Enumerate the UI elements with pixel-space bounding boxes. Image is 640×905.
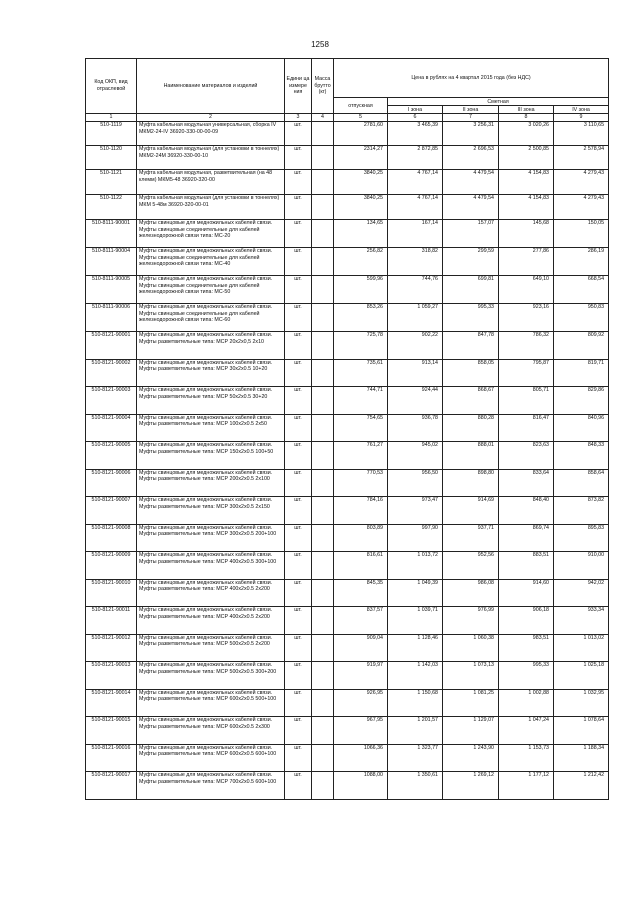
- price-zone-1: 318,82: [388, 248, 443, 276]
- item-mass: [312, 662, 334, 690]
- item-unit: шт.: [285, 717, 312, 745]
- item-name: Муфты свинцовые для медножильных кабелей связи. Муфты разветвительные типа: МСР 500х2х0.5 2х200: [137, 634, 285, 662]
- price-zone-1: 913,14: [388, 359, 443, 387]
- item-name: Муфты свинцовые для медножильных кабелей связи. Муфты разветвительные типа: МСР 600х2х0.5 2х300: [137, 717, 285, 745]
- item-code: 510-8121-90014: [86, 689, 137, 717]
- column-number: 2: [137, 114, 285, 122]
- item-unit: шт.: [285, 220, 312, 248]
- item-unit: шт.: [285, 469, 312, 497]
- price-zone-4: 4 279,43: [554, 170, 609, 195]
- header-unit: Едини ца измере ния: [285, 59, 312, 114]
- price-zone-2: 699,81: [443, 276, 499, 304]
- item-name: Муфты свинцовые для медножильных кабелей связи. Муфты разветвительные типа: МСР 150х2х0.5 100+50: [137, 442, 285, 470]
- price-zone-2: 1 060,38: [443, 634, 499, 662]
- column-number: 9: [554, 114, 609, 122]
- price-zone-1: 1 323,77: [388, 744, 443, 772]
- table-row: [86, 359, 609, 387]
- item-unit: шт.: [285, 332, 312, 360]
- item-mass: [312, 332, 334, 360]
- table-row: [86, 146, 609, 170]
- price-zone-3: 906,18: [499, 607, 554, 635]
- table-row: [86, 607, 609, 635]
- price-zone-4: 910,00: [554, 552, 609, 580]
- price-zone-3: 4 154,83: [499, 170, 554, 195]
- item-name: Муфты свинцовые для медножильных кабелей связи. Муфты разветвительные типа: МСР 500х2х0.5 300+200: [137, 662, 285, 690]
- item-mass: [312, 304, 334, 332]
- item-unit: шт.: [285, 662, 312, 690]
- item-name: Муфта кабельная модульная (для установки в тоннелях) МКМ 5-48м 36920-320-00-01: [137, 195, 285, 220]
- price-release: 735,61: [334, 359, 388, 387]
- table-row: [86, 170, 609, 195]
- header-code: Код ОКП, вид отраслевой: [86, 59, 137, 114]
- price-release: 599,96: [334, 276, 388, 304]
- price-zone-4: 933,34: [554, 607, 609, 635]
- item-name: Муфты свинцовые для медножильных кабелей связи. Муфты разветвительные типа: МСР 600х2х0.5 500+100: [137, 689, 285, 717]
- price-zone-3: 145,68: [499, 220, 554, 248]
- table-row: [86, 717, 609, 745]
- price-zone-2: 1 129,07: [443, 717, 499, 745]
- price-zone-3: 883,51: [499, 552, 554, 580]
- item-code: 510-1119: [86, 122, 137, 146]
- item-code: 510-8121-90011: [86, 607, 137, 635]
- header-zone-1: I зона: [388, 106, 443, 114]
- price-zone-2: 858,05: [443, 359, 499, 387]
- item-code: 510-8111-90006: [86, 304, 137, 332]
- item-code: 510-8121-90016: [86, 744, 137, 772]
- price-release: 1088,00: [334, 772, 388, 800]
- price-zone-2: 976,99: [443, 607, 499, 635]
- table-row: [86, 579, 609, 607]
- header-price-group: Цена в рублях на 4 квартал 2015 года (без НДС): [334, 59, 609, 98]
- item-mass: [312, 146, 334, 170]
- price-release: 816,61: [334, 552, 388, 580]
- item-mass: [312, 744, 334, 772]
- price-zone-1: 956,50: [388, 469, 443, 497]
- item-code: 510-8121-90002: [86, 359, 137, 387]
- item-unit: шт.: [285, 772, 312, 800]
- table-row: [86, 304, 609, 332]
- item-unit: шт.: [285, 359, 312, 387]
- column-number: 8: [499, 114, 554, 122]
- item-name: Муфты свинцовые для медножильных кабелей связи. Муфты разветвительные типа: МСР 400х2х0.5 300+100: [137, 552, 285, 580]
- item-name: Муфты свинцовые для медножильных кабелей связи. Муфты разветвительные типа: МСР 600х2х0.5 600+100: [137, 744, 285, 772]
- table-row: [86, 332, 609, 360]
- table-row: [86, 497, 609, 525]
- table-row: [86, 414, 609, 442]
- item-unit: шт.: [285, 276, 312, 304]
- price-zone-2: 847,78: [443, 332, 499, 360]
- table-row: [86, 469, 609, 497]
- table-row: [86, 552, 609, 580]
- price-zone-3: 823,63: [499, 442, 554, 470]
- item-code: 510-1121: [86, 170, 137, 195]
- table-row: [86, 634, 609, 662]
- column-number: 6: [388, 114, 443, 122]
- column-number: 7: [443, 114, 499, 122]
- price-zone-1: 945,02: [388, 442, 443, 470]
- item-unit: шт.: [285, 552, 312, 580]
- price-zone-3: 1 002,88: [499, 689, 554, 717]
- price-table: [85, 58, 609, 800]
- item-unit: шт.: [285, 579, 312, 607]
- item-unit: шт.: [285, 170, 312, 195]
- item-mass: [312, 634, 334, 662]
- price-zone-3: 848,40: [499, 497, 554, 525]
- price-zone-2: 898,80: [443, 469, 499, 497]
- item-name: Муфты свинцовые для медножильных кабелей связи. Муфты разветвительные типа: МСР 20х2х0,5 2х10: [137, 332, 285, 360]
- item-unit: шт.: [285, 304, 312, 332]
- table-row: [86, 442, 609, 470]
- price-zone-4: 150,05: [554, 220, 609, 248]
- item-mass: [312, 524, 334, 552]
- price-zone-1: 4 767,14: [388, 195, 443, 220]
- price-zone-4: 809,92: [554, 332, 609, 360]
- price-zone-1: 1 049,39: [388, 579, 443, 607]
- item-code: 510-8111-90005: [86, 276, 137, 304]
- price-zone-2: 4 479,54: [443, 170, 499, 195]
- header-zone-3: III зона: [499, 106, 554, 114]
- price-zone-4: 2 578,94: [554, 146, 609, 170]
- header-mass: Масса брутто (кг): [312, 59, 334, 114]
- item-name: Муфты свинцовые для медножильных кабелей связи. Муфты свинцовые соединительные для кабелей железнодорожной связи типа: МС-50: [137, 276, 285, 304]
- item-code: 510-8121-90003: [86, 387, 137, 415]
- price-zone-3: 1 047,24: [499, 717, 554, 745]
- price-zone-3: 1 153,73: [499, 744, 554, 772]
- price-zone-2: 4 479,54: [443, 195, 499, 220]
- price-zone-3: 3 020,26: [499, 122, 554, 146]
- item-name: Муфты свинцовые для медножильных кабелей связи. Муфты разветвительные типа: МСР 300х2х0.5 200+100: [137, 524, 285, 552]
- item-code: 510-8121-90005: [86, 442, 137, 470]
- price-zone-4: 1 013,02: [554, 634, 609, 662]
- item-code: 510-8111-90001: [86, 220, 137, 248]
- price-release: 926,95: [334, 689, 388, 717]
- item-name: Муфты свинцовые для медножильных кабелей связи. Муфты разветвительные типа: МСР 100х2х0.5 2х50: [137, 414, 285, 442]
- item-name: Муфты свинцовые для медножильных кабелей связи. Муфты разветвительные типа: МСР 30х2х0.5 10+20: [137, 359, 285, 387]
- price-zone-4: 895,83: [554, 524, 609, 552]
- price-zone-1: 924,44: [388, 387, 443, 415]
- price-zone-1: 1 128,46: [388, 634, 443, 662]
- price-zone-3: 833,64: [499, 469, 554, 497]
- header-name: Наименование материалов и изделий: [137, 59, 285, 114]
- price-zone-3: 1 177,12: [499, 772, 554, 800]
- table-row: [86, 772, 609, 800]
- item-mass: [312, 579, 334, 607]
- column-number: 1: [86, 114, 137, 122]
- price-zone-1: 744,76: [388, 276, 443, 304]
- header-estimate: Сметная: [388, 98, 609, 106]
- price-zone-3: 649,10: [499, 276, 554, 304]
- price-zone-1: 902,22: [388, 332, 443, 360]
- header-zone-2: II зона: [443, 106, 499, 114]
- price-release: 845,35: [334, 579, 388, 607]
- price-zone-1: 1 142,03: [388, 662, 443, 690]
- price-zone-4: 1 078,64: [554, 717, 609, 745]
- item-unit: шт.: [285, 497, 312, 525]
- item-code: 510-8121-90013: [86, 662, 137, 690]
- price-zone-2: 2 696,53: [443, 146, 499, 170]
- item-mass: [312, 276, 334, 304]
- price-release: 725,78: [334, 332, 388, 360]
- price-zone-3: 869,74: [499, 524, 554, 552]
- price-zone-2: 880,28: [443, 414, 499, 442]
- item-code: 510-1122: [86, 195, 137, 220]
- price-zone-4: 848,33: [554, 442, 609, 470]
- item-mass: [312, 442, 334, 470]
- price-zone-2: 986,08: [443, 579, 499, 607]
- price-zone-3: 923,16: [499, 304, 554, 332]
- price-zone-2: 1 081,25: [443, 689, 499, 717]
- item-code: 510-8121-90009: [86, 552, 137, 580]
- item-mass: [312, 717, 334, 745]
- item-code: 510-8121-90012: [86, 634, 137, 662]
- price-zone-1: 1 350,61: [388, 772, 443, 800]
- table-row: [86, 276, 609, 304]
- table-row: [86, 387, 609, 415]
- price-zone-2: 868,67: [443, 387, 499, 415]
- item-name: Муфты свинцовые для медножильных кабелей связи. Муфты свинцовые соединительные для кабелей железнодорожной связи типа: МС-20: [137, 220, 285, 248]
- price-release: 744,71: [334, 387, 388, 415]
- price-release: 770,53: [334, 469, 388, 497]
- price-zone-2: 299,59: [443, 248, 499, 276]
- price-zone-4: 950,83: [554, 304, 609, 332]
- item-name: Муфты свинцовые для медножильных кабелей связи. Муфты разветвительные типа: МСР 200х2х0.5 2х100: [137, 469, 285, 497]
- price-zone-4: 286,19: [554, 248, 609, 276]
- price-zone-4: 819,71: [554, 359, 609, 387]
- price-zone-3: 277,86: [499, 248, 554, 276]
- price-release: 256,82: [334, 248, 388, 276]
- price-zone-4: 1 032,95: [554, 689, 609, 717]
- price-zone-3: 914,60: [499, 579, 554, 607]
- item-unit: шт.: [285, 414, 312, 442]
- item-unit: шт.: [285, 248, 312, 276]
- price-release: 761,27: [334, 442, 388, 470]
- price-zone-3: 995,33: [499, 662, 554, 690]
- item-code: 510-8121-90004: [86, 414, 137, 442]
- price-release: 837,57: [334, 607, 388, 635]
- item-unit: шт.: [285, 442, 312, 470]
- item-unit: шт.: [285, 689, 312, 717]
- column-number: 5: [334, 114, 388, 122]
- item-unit: шт.: [285, 524, 312, 552]
- price-zone-1: 3 465,39: [388, 122, 443, 146]
- table-row: [86, 662, 609, 690]
- header-release: отпускная: [334, 98, 388, 114]
- price-zone-4: 3 110,65: [554, 122, 609, 146]
- item-code: 510-8121-90007: [86, 497, 137, 525]
- item-unit: шт.: [285, 146, 312, 170]
- item-unit: шт.: [285, 607, 312, 635]
- price-zone-2: 1 269,12: [443, 772, 499, 800]
- price-zone-1: 2 872,85: [388, 146, 443, 170]
- item-unit: шт.: [285, 744, 312, 772]
- price-zone-2: 1 073,13: [443, 662, 499, 690]
- price-zone-4: 668,54: [554, 276, 609, 304]
- item-code: 510-8121-90006: [86, 469, 137, 497]
- price-zone-3: 983,51: [499, 634, 554, 662]
- item-mass: [312, 497, 334, 525]
- item-mass: [312, 387, 334, 415]
- header-zone-4: IV зона: [554, 106, 609, 114]
- price-zone-1: 167,14: [388, 220, 443, 248]
- price-release: 909,04: [334, 634, 388, 662]
- item-mass: [312, 772, 334, 800]
- item-name: Муфты свинцовые для медножильных кабелей связи. Муфты разветвительные типа: МСР 700х2х0.5 600+100: [137, 772, 285, 800]
- price-zone-2: 914,69: [443, 497, 499, 525]
- price-zone-4: 1 212,42: [554, 772, 609, 800]
- item-code: 510-1120: [86, 146, 137, 170]
- item-mass: [312, 414, 334, 442]
- price-release: 853,26: [334, 304, 388, 332]
- price-release: 967,95: [334, 717, 388, 745]
- item-name: Муфта кабельная модульная, разветвительная (на 48 клемм) МКМ5-48 36920-320-00: [137, 170, 285, 195]
- price-zone-4: 840,96: [554, 414, 609, 442]
- table-row: [86, 689, 609, 717]
- item-unit: шт.: [285, 387, 312, 415]
- item-code: 510-8111-90004: [86, 248, 137, 276]
- price-zone-4: 873,82: [554, 497, 609, 525]
- price-zone-4: 858,64: [554, 469, 609, 497]
- price-zone-2: 888,01: [443, 442, 499, 470]
- item-code: 510-8121-90008: [86, 524, 137, 552]
- item-mass: [312, 170, 334, 195]
- table-row: [86, 744, 609, 772]
- table-row: [86, 195, 609, 220]
- price-zone-3: 816,47: [499, 414, 554, 442]
- price-release: 3840,25: [334, 195, 388, 220]
- item-mass: [312, 689, 334, 717]
- price-zone-1: 1 059,27: [388, 304, 443, 332]
- item-mass: [312, 607, 334, 635]
- price-zone-4: 1 188,34: [554, 744, 609, 772]
- price-release: 803,89: [334, 524, 388, 552]
- item-mass: [312, 122, 334, 146]
- item-code: 510-8121-90017: [86, 772, 137, 800]
- item-name: Муфта кабельная модульная (для установки в тоннелях) МКМ2-24М 36920-330-00-10: [137, 146, 285, 170]
- price-zone-4: 1 025,18: [554, 662, 609, 690]
- table-row: [86, 524, 609, 552]
- price-zone-1: 1 039,71: [388, 607, 443, 635]
- price-zone-1: 1 013,72: [388, 552, 443, 580]
- price-zone-2: 1 243,90: [443, 744, 499, 772]
- item-mass: [312, 195, 334, 220]
- price-zone-1: 4 767,14: [388, 170, 443, 195]
- price-release: 2781,60: [334, 122, 388, 146]
- price-release: 784,16: [334, 497, 388, 525]
- price-zone-3: 795,87: [499, 359, 554, 387]
- table-row: [86, 122, 609, 146]
- item-name: Муфта кабельная модульная универсальная, сборка IV МКМ2-24-IV 36920-330-00-00-09: [137, 122, 285, 146]
- price-release: 134,65: [334, 220, 388, 248]
- price-zone-2: 157,07: [443, 220, 499, 248]
- item-mass: [312, 552, 334, 580]
- price-release: 2314,27: [334, 146, 388, 170]
- price-release: 3840,25: [334, 170, 388, 195]
- item-code: 510-8121-90010: [86, 579, 137, 607]
- price-zone-3: 786,32: [499, 332, 554, 360]
- item-mass: [312, 469, 334, 497]
- price-zone-4: 4 279,43: [554, 195, 609, 220]
- item-name: Муфты свинцовые для медножильных кабелей связи. Муфты разветвительные типа: МСР 400х2х0.5 2х200: [137, 579, 285, 607]
- table-row: [86, 248, 609, 276]
- item-name: Муфты свинцовые для медножильных кабелей связи. Муфты разветвительные типа: МСР 300х2х0.5 2х150: [137, 497, 285, 525]
- price-zone-3: 2 500,85: [499, 146, 554, 170]
- column-number: 3: [285, 114, 312, 122]
- price-zone-1: 936,78: [388, 414, 443, 442]
- item-name: Муфты свинцовые для медножильных кабелей связи. Муфты свинцовые соединительные для кабелей железнодорожной связи типа: МС-60: [137, 304, 285, 332]
- page-number: 1258: [311, 40, 329, 49]
- item-mass: [312, 359, 334, 387]
- price-zone-2: 952,56: [443, 552, 499, 580]
- price-zone-4: 942,02: [554, 579, 609, 607]
- price-zone-3: 805,71: [499, 387, 554, 415]
- price-zone-3: 4 154,83: [499, 195, 554, 220]
- price-release: 1066,36: [334, 744, 388, 772]
- price-zone-1: 1 201,57: [388, 717, 443, 745]
- price-release: 754,65: [334, 414, 388, 442]
- price-zone-2: 995,33: [443, 304, 499, 332]
- price-zone-2: 3 256,31: [443, 122, 499, 146]
- price-zone-1: 973,47: [388, 497, 443, 525]
- item-name: Муфты свинцовые для медножильных кабелей связи. Муфты разветвительные типа: МСР 400х2х0.5 2х200: [137, 607, 285, 635]
- price-zone-1: 1 150,68: [388, 689, 443, 717]
- item-code: 510-8121-90015: [86, 717, 137, 745]
- item-unit: шт.: [285, 634, 312, 662]
- price-zone-1: 997,90: [388, 524, 443, 552]
- price-release: 919,97: [334, 662, 388, 690]
- item-name: Муфты свинцовые для медножильных кабелей связи. Муфты свинцовые соединительные для кабелей железнодорожной связи типа: МС-40: [137, 248, 285, 276]
- item-unit: шт.: [285, 195, 312, 220]
- item-mass: [312, 220, 334, 248]
- price-zone-2: 937,71: [443, 524, 499, 552]
- item-name: Муфты свинцовые для медножильных кабелей связи. Муфты разветвительные типа: МСР 50х2х0.5 30+20: [137, 387, 285, 415]
- price-zone-4: 829,86: [554, 387, 609, 415]
- column-number: 4: [312, 114, 334, 122]
- item-mass: [312, 248, 334, 276]
- item-unit: шт.: [285, 122, 312, 146]
- item-code: 510-8121-90001: [86, 332, 137, 360]
- table-row: [86, 220, 609, 248]
